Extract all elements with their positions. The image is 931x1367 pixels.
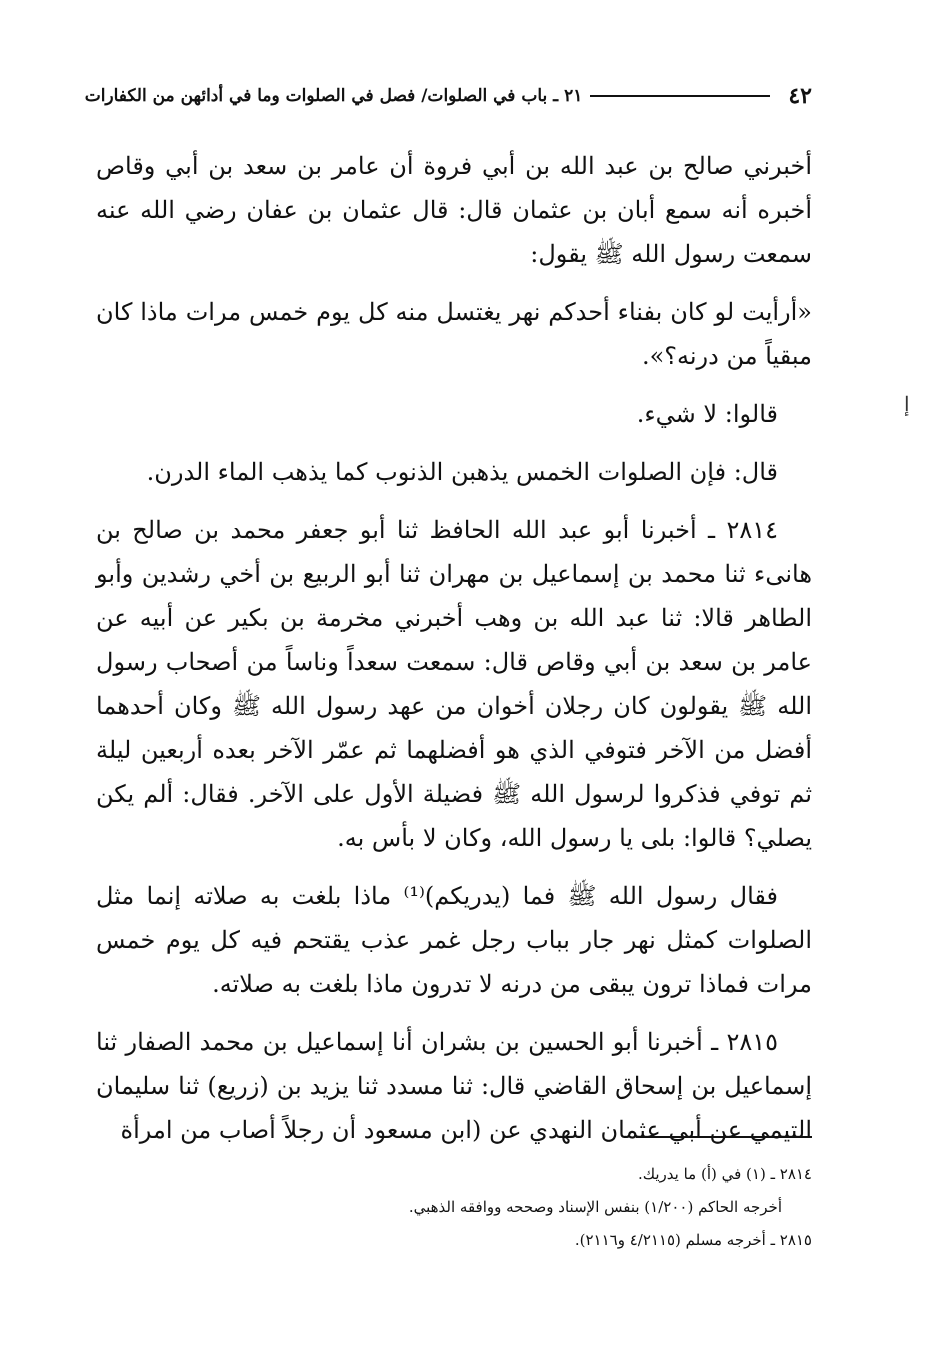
- paragraph: قالوا: لا شيء.: [636, 400, 778, 428]
- header-rule: [590, 95, 770, 97]
- footnote: ٢٨١٤ ـ (١) في (أ) ما يدريك.: [637, 1165, 812, 1183]
- hadith-2814: ٢٨١٤ ـ أخبرنا أبو عبد الله الحافظ ثنا أبو جعفر محمد بن صالح بن هانىء ثنا محمد بن إسماعيل بن مهران ثنا أبو الربيع بن أخي رشدين وأبو الطاهر قالا: ثنا عبد الله بن وهب أخبرني مخرمة بن بكير عن أبيه عن عامر بن سعد بن أبي وقاص قال: سمعت سعداً وناساً من أصحاب رسول الله ﷺ يقولون كان رجلان أخوان من عهد رسول الله ﷺ وكان أحدهما أفضل من الآخر فتوفي الذي هو أفضلهما ثم عمّر الآخر بعده أربعين ليلة ثم توفي فذكروا لرسول الله ﷺ فضيلة الأول على الآخر. فقال: ألم يكن يصلي؟ قالوا: بلى يا رسول الله، وكان لا بأس به.: [96, 516, 812, 852]
- footnote: ٢٨١٥ ـ أخرجه مسلم (٤/٢١١٥ و٢١١٦).: [574, 1231, 812, 1249]
- footnote: أخرجه الحاكم (١/٢٠٠) بنفس الإسناد وصححه ووافقه الذهبي.: [408, 1198, 782, 1216]
- paragraph: قال: فإن الصلوات الخمس يذهبن الذنوب كما يذهب الماء الدرن.: [146, 458, 778, 486]
- footnote-rule: [636, 1136, 812, 1138]
- main-text: [96, 144, 812, 1152]
- footnotes: [96, 1158, 812, 1257]
- page: [84, 78, 812, 1278]
- running-head: ٢١ ـ باب في الصلوات/ فصل في الصلوات وما في أدائهن من الكفارات: [84, 86, 583, 106]
- paragraph: أخبرني صالح بن عبد الله بن أبي فروة أن عامر بن سعد بن أبي وقاص أخبره أنه سمع أبان بن عثمان قال: قال عثمان بن عفان رضي الله عنه سمعت رسول الله ﷺ يقول:: [96, 152, 812, 268]
- page-header: [84, 78, 812, 114]
- paragraph: فقال رسول الله ﷺ فما (يدريكم)⁽¹⁾ ماذا بلغت به صلاته إنما مثل الصلوات كمثل نهر جار بباب رجل غمر عذب يقتحم فيه كل يوم خمس مرات فماذا ترون يبقى من درنه لا تدرون ماذا بلغت به صلاته.: [96, 882, 812, 998]
- hadith-2815: ٢٨١٥ ـ أخبرنا أبو الحسين بن بشران أنا إسماعيل بن محمد الصفار ثنا إسماعيل بن إسحاق القاضي قال: ثنا مسدد ثنا يزيد بن (زريع) ثنا سليمان التيمي عن أبي عثمان النهدي عن (ابن مسعود أن رجلاً أصاب من امرأة: [96, 1028, 812, 1144]
- margin-mark: ﺇ: [904, 392, 910, 416]
- page-number: ٤٢: [788, 83, 812, 109]
- paragraph: «أرأيت لو كان بفناء أحدكم نهر يغتسل منه كل يوم خمس مرات ماذا كان مبقياً من درنه؟».: [96, 298, 812, 370]
